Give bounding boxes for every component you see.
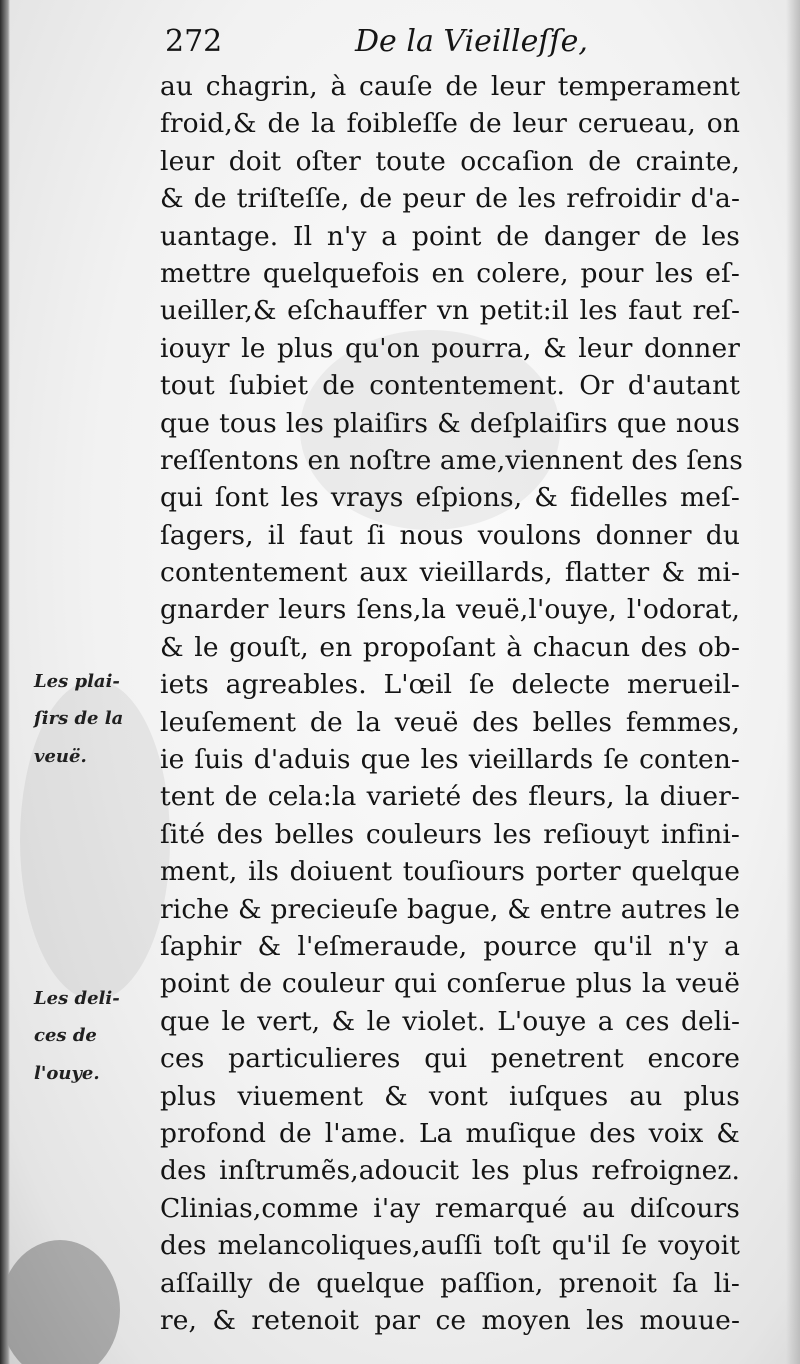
margin-note-pleasures-of-sight (34, 663, 154, 775)
margin-note-line: l'ouye. (34, 1062, 100, 1084)
text-line: Clinias,comme i'ay remarqué au diſcours (160, 1192, 740, 1224)
margin-note-line: ces de (34, 1025, 97, 1047)
text-line: ie ſuis d'aduis que les vieillards ſe conten- (160, 744, 740, 776)
margin-note-delights-of-hearing (34, 980, 154, 1092)
text-line: leuſement de la veuë des belles femmes, (160, 706, 740, 738)
text-line: reſſentons en noſtre ame,viennent des ſens (160, 444, 743, 476)
text-line: gnarder leurs ſens,la veuë,l'ouye, l'odorat, (160, 594, 740, 626)
running-head: De la Vieilleſſe, (355, 24, 588, 59)
page-header (165, 24, 765, 68)
text-line: qui ſont les vrays eſpions, & fidelles meſ- (160, 482, 740, 514)
text-line: des melancoliques,auſſi toſt qu'il ſe voyoit (160, 1230, 740, 1262)
text-line: iets agreables. L'œil ſe delecte merueil- (160, 669, 740, 701)
text-line: contentement aux vieillards, flatter & mi- (160, 557, 740, 589)
text-line: & de triſteſſe, de peur de les refroidir d'a- (160, 183, 740, 215)
text-line: au chagrin, à cauſe de leur temperament (160, 71, 740, 102)
margin-note-line: veuë. (34, 745, 87, 767)
text-line: ces particulieres qui penetrent encore (160, 1043, 740, 1075)
margin-note-line: Les deli- (34, 988, 120, 1009)
text-line: que tous les plaiſirs & deſplaiſirs que nous (160, 407, 740, 439)
text-line: ſagers, il faut ſi nous voulons donner du (160, 519, 740, 551)
text-line: aſſailly de quelque paſſion, prenoit ſa li- (160, 1267, 740, 1299)
text-line: des inſtrumẽs,adoucit les plus refroignez. (160, 1155, 740, 1187)
margin-note-line: ſirs de la (34, 708, 124, 730)
text-line: uantage. Il n'y a point de danger de les (160, 220, 740, 252)
text-line: tent de cela:la varieté des fleurs, la diuer- (160, 781, 740, 813)
page-number: 272 (165, 24, 223, 59)
text-line: iouyr le plus qu'on pourra, & leur donner (160, 332, 740, 364)
text-line: plus viuement & vont iuſques au plus (160, 1080, 740, 1112)
text-line: & le gouſt, en propoſant à chacun des ob- (160, 631, 740, 663)
text-line: mettre quelquefois en colere, pour les eſ- (160, 257, 740, 289)
text-line: tout ſubiet de contentement. Or d'autant (160, 370, 740, 402)
text-line: ſaphir & l'eſmeraude, pource qu'il n'y a (160, 930, 740, 962)
text-line: re, & retenoit par ce moyen les mouue- (160, 1304, 740, 1336)
page-edge-right (786, 0, 800, 1364)
corner-shadow (0, 1240, 120, 1364)
text-line: ſité des belles couleurs les reſiouyt infini- (160, 818, 740, 850)
page-edge-left (0, 0, 10, 1364)
text-line: profond de l'ame. La muſique des voix & (160, 1117, 740, 1149)
text-line: point de couleur qui conſerue plus la veuë (160, 968, 740, 1000)
text-line: froid,& de la foibleſſe de leur cerueau, on (160, 108, 740, 140)
margin-note-line: Les plai- (34, 671, 120, 692)
text-line: ueiller,& eſchauffer vn petit:il les faut reſ- (160, 295, 740, 327)
text-line: riche & precieuſe bague, & entre autres le (160, 893, 740, 925)
text-line: ment, ils doiuent touſiours porter quelque (160, 856, 740, 888)
text-line: leur doit oſter toute occaſion de crainte, (160, 145, 740, 177)
body-text (160, 68, 743, 1339)
text-line: que le vert, & le violet. L'ouye a ces deli- (160, 1005, 740, 1037)
